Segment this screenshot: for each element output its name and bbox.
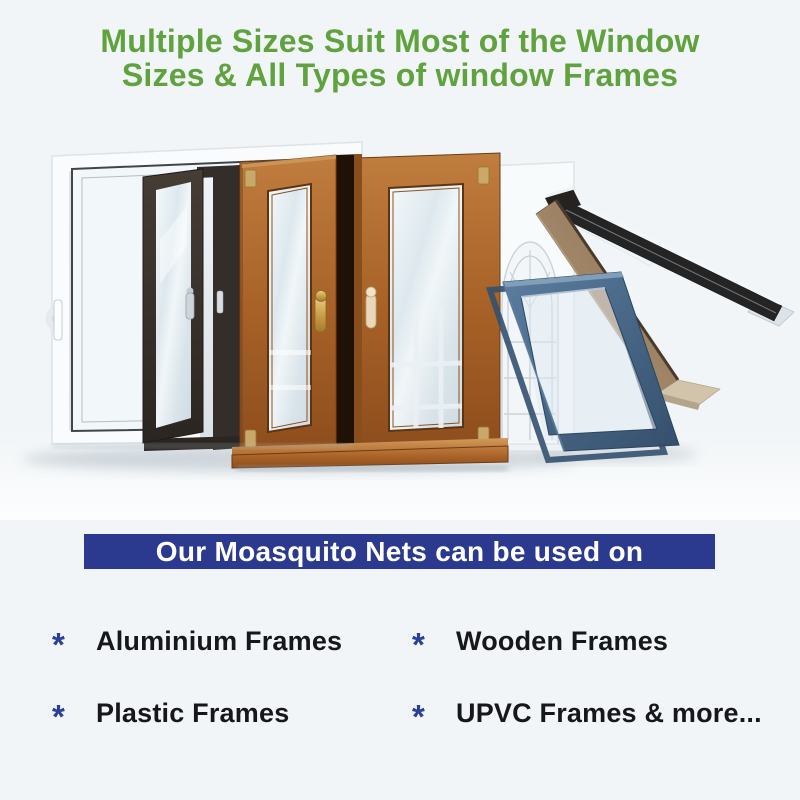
frame-type-item-wooden [412, 619, 668, 663]
asterisk-icon: * [52, 626, 66, 663]
windows-illustration [0, 110, 800, 520]
frame-type-item-upvc [412, 691, 762, 735]
dark-sash-handle-icon [186, 288, 194, 320]
dark-frame-handle-icon [217, 291, 223, 313]
pale-gold-handle-icon [366, 287, 376, 328]
page-title-line-1: Multiple Sizes Suit Most of the Window [100, 23, 700, 59]
frame-type-label: UPVC Frames & more... [456, 697, 762, 728]
usage-banner-label: Our Moasquito Nets can be used on [155, 536, 644, 567]
page-title [0, 24, 800, 92]
dark-casement-window [143, 165, 242, 451]
frame-type-item-plastic [52, 691, 289, 735]
contact-shadow [52, 444, 352, 448]
frame-type-label: Plastic Frames [96, 697, 290, 728]
gold-handle-icon [315, 291, 327, 333]
usage-banner [84, 534, 715, 569]
contact-shadow [236, 466, 508, 471]
asterisk-icon: * [412, 626, 426, 663]
frame-type-label: Wooden Frames [456, 625, 669, 656]
white-window-handle-icon [49, 300, 63, 340]
asterisk-icon: * [412, 698, 426, 735]
frame-type-item-aluminium [52, 619, 342, 663]
frame-type-label: Aluminium Frames [96, 625, 343, 656]
wooden-casement-window [232, 153, 508, 468]
page-title-line-2: Sizes & All Types of window Frames [121, 57, 679, 93]
asterisk-icon: * [52, 698, 66, 735]
